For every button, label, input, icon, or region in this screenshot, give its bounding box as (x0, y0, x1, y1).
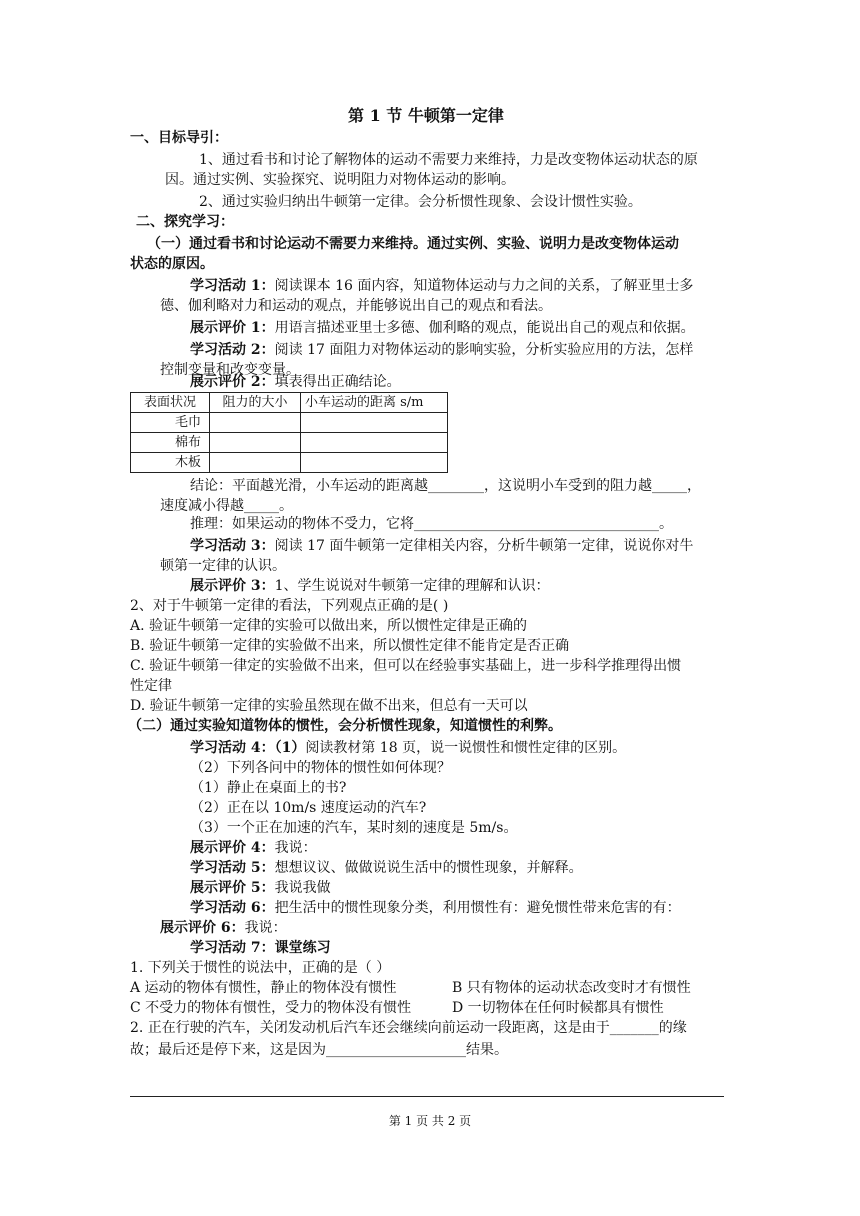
exercise-1-option-a: A 运动的物体有惯性，静止的物体没有惯性 (130, 980, 397, 996)
activity-2-text: 阅读 17 面阻力对物体运动的影响实验，分析实验应用的方法，怎样 (274, 342, 694, 358)
evaluation-4-label: 展示评价 4： (190, 840, 275, 856)
table-header-row (131, 393, 448, 413)
activity-5 (190, 858, 583, 878)
activity-4-item-3: （3）一个正在加速的汽车，某时刻的速度是 5m/s。 (190, 820, 518, 836)
exercise-1-stem: 1. 下列关于惯性的说法中，正确的是（ ） (130, 960, 391, 976)
table-cell-resistance[interactable] (210, 433, 301, 453)
inference: 推理：如果运动的物体不受力，它将___________________________________。 (190, 516, 673, 532)
table-cell-surface: 木板 (131, 453, 210, 473)
goal-2: 2、通过实验归纳出牛顿第一定律。会分析惯性现象、会设计惯性实验。 (199, 194, 642, 210)
table-header-cell: 小车运动的距离 s/m (301, 393, 448, 413)
table-header-cell: 阻力的大小 (210, 393, 301, 413)
evaluation-3 (190, 576, 550, 596)
activity-5-text: 想想议议、做做说说生活中的惯性现象，并解释。 (274, 860, 583, 876)
page-number: 第 1 页 共 2 页 (388, 1114, 472, 1128)
activity-4-text: 阅读教材第 18 页，说一说惯性和惯性定律的区别。 (305, 740, 627, 756)
exercise-1-option-d: D 一切物体在任何时候都具有惯性 (452, 1000, 664, 1016)
activity-1-label: 学习活动 1： (190, 278, 275, 294)
results-table (130, 392, 448, 473)
part-1-heading-line-1: （一）通过看书和讨论运动不需要力来维持。通过实例、实验、说明力是改变物体运动 (147, 236, 679, 252)
part-2-heading: （二）通过实验知道物体的惯性，会分析惯性现象，知道惯性的利弊。 (128, 718, 562, 734)
section-explore-heading: 二、探究学习： (136, 214, 234, 230)
question-2-option-d: D. 验证牛顿第一定律的实验虽然现在做不出来，但总有一天可以 (130, 698, 528, 714)
activity-3-line-2: 顿第一定律的认识。 (160, 558, 286, 574)
evaluation-5 (190, 878, 331, 898)
table-cell-surface: 毛巾 (131, 413, 210, 433)
activity-2-line-2: 控制变量和改变变量。 (160, 362, 300, 378)
evaluation-6-text: 我说： (244, 920, 287, 936)
activity-2-label: 学习活动 2： (190, 342, 275, 358)
evaluation-1 (190, 318, 695, 338)
question-2-stem: 2、对于牛顿第一定律的看法，下列观点正确的是( ) (130, 598, 449, 614)
activity-4-item-2: （2）正在以 10m/s 速度运动的汽车? (190, 800, 427, 816)
activity-3-label: 学习活动 3： (190, 538, 275, 554)
activity-3-text: 阅读 17 面牛顿第一定律相关内容，分析牛顿第一定律，说说你对牛 (274, 538, 694, 554)
evaluation-5-text: 我说我做 (274, 880, 331, 896)
activity-4-label: 学习活动 4：（1） (190, 740, 306, 756)
evaluation-4 (190, 838, 317, 858)
exercise-1-option-b: B 只有物体的运动状态改变时才有惯性 (452, 980, 691, 996)
goal-1-line-2: 因。通过实例、实验探究、说明阻力对物体运动的影响。 (165, 172, 515, 188)
evaluation-3-label: 展示评价 3： (190, 578, 275, 594)
evaluation-3-text: 1、学生说说对牛顿第一定律的理解和认识： (274, 578, 550, 594)
evaluation-6-label: 展示评价 6： (160, 920, 245, 936)
evaluation-5-label: 展示评价 5： (190, 880, 275, 896)
goal-1-line-1: 1、通过看书和讨论了解物体的运动不需要力来维持，力是改变物体运动状态的原 (199, 152, 698, 168)
part-1-heading-line-2: 状态的原因。 (130, 256, 214, 272)
section-goals-heading: 一、目标导引： (130, 130, 228, 146)
question-2-option-a: A. 验证牛顿第一定律的实验可以做出来，所以惯性定律是正确的 (130, 618, 528, 634)
question-2-option-c-line-2: 性定律 (130, 678, 172, 694)
activity-4-item-1: （1）静止在桌面上的书? (190, 780, 347, 796)
evaluation-4-text: 我说： (274, 840, 317, 856)
activity-6-label: 学习活动 6： (190, 900, 275, 916)
activity-5-label: 学习活动 5： (190, 860, 275, 876)
table-cell-distance[interactable] (301, 453, 448, 473)
exercise-1-option-c: C 不受力的物体有惯性，受力的物体没有惯性 (130, 1000, 412, 1016)
activity-2 (190, 340, 693, 360)
conclusion-line-2: 速度减小得越_____。 (160, 498, 293, 514)
activity-1-text: 阅读课本 16 面内容，知道物体运动与力之间的关系，了解亚里士多 (274, 278, 694, 294)
activity-3 (190, 536, 693, 556)
activity-7-heading: 学习活动 7：课堂练习 (190, 940, 331, 956)
table-cell-distance[interactable] (301, 433, 448, 453)
evaluation-2-label: 展示评价 2： (190, 374, 275, 390)
activity-6 (190, 898, 681, 918)
activity-6-text: 把生活中的惯性现象分类，利用惯性有：避免惯性带来危害的有： (274, 900, 681, 916)
activity-4 (190, 738, 626, 758)
activity-4-question-2: （2）下列各问中的物体的惯性如何体现？ (190, 760, 451, 776)
question-2-option-c-line-1: C. 验证牛顿第一律定的实验做不出来，但可以在经验事实基础上，进一步科学推理得出惯 (130, 658, 682, 674)
table-header-cell: 表面状况 (131, 393, 210, 413)
exercise-2-line-1: 2. 正在行驶的汽车，关闭发动机后汽车还会继续向前运动一段距离，这是由于_______的缘 (130, 1020, 687, 1036)
activity-1 (190, 276, 693, 296)
table-row (131, 453, 448, 473)
lesson-title: 第 1 节 牛顿第一定律 (348, 106, 504, 125)
evaluation-2 (190, 372, 401, 392)
evaluation-6 (160, 918, 287, 938)
conclusion-line-1: 结论：平面越光滑，小车运动的距离越________，这说明小车受到的阻力越_____， (190, 478, 701, 494)
footer-divider (130, 1096, 724, 1097)
table-row (131, 433, 448, 453)
evaluation-2-text: 填表得出正确结论。 (274, 374, 401, 390)
table-cell-surface: 棉布 (131, 433, 210, 453)
evaluation-1-text: 用语言描述亚里士多德、伽利略的观点，能说出自己的观点和依据。 (274, 320, 695, 336)
table-cell-distance[interactable] (301, 413, 448, 433)
table-row (131, 413, 448, 433)
evaluation-1-label: 展示评价 1： (190, 320, 275, 336)
exercise-2-line-2: 故；最后还是停下来，这是因为____________________结果。 (130, 1042, 508, 1058)
table-cell-resistance[interactable] (210, 453, 301, 473)
activity-1-line-2: 德、伽利略对力和运动的观点，并能够说出自己的观点和看法。 (160, 298, 552, 314)
question-2-option-b: B. 验证牛顿第一定律的实验做不出来，所以惯性定律不能肯定是否正确 (130, 638, 570, 654)
table-cell-resistance[interactable] (210, 413, 301, 433)
